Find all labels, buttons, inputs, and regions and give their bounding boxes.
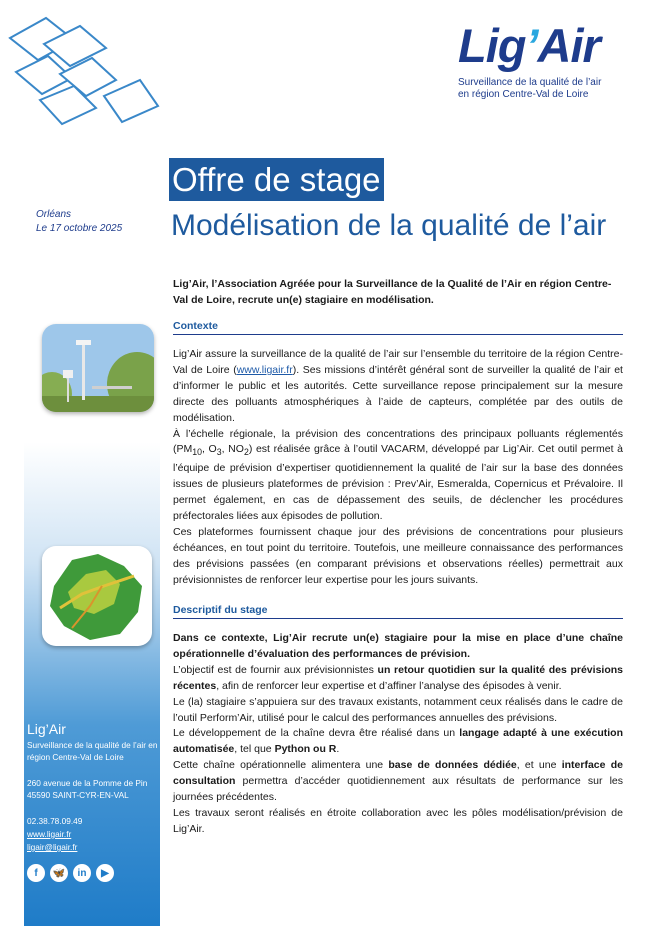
descriptif-paragraph-4: Le développement de la chaîne devra être réalisé dans un langage adapté à une exécution automatisée, tel que Python ou R. (173, 727, 623, 756)
descriptif-paragraph-6: Les travaux seront réalisés en étroite collaboration avec les pôles modélisation/prévision de Lig’Air. (173, 806, 623, 835)
logo-tagline: Surveillance de la qualité de l’air en région Centre-Val de Loire (458, 77, 602, 100)
city: Orléans (36, 209, 72, 220)
contexte-paragraph-2: À l’échelle régionale, la prévision des concentrations des principaux polluants réglementés ($PM_{10}$, $O_3$, $NO_2$) est réalisée grâce à l’outil VACARM, développé par Lig’Air. Cet outil permet à l’équipe de prévision d’expertiser quotidiennement la qualité de l’air sur la base des données issues de plusieurs plateformes de prévision : Prev’Air, Esmeralda, Copernicus et Prévaloire. Il permet également, en cas de dépassement des seuils, de déclencher les procédures préfectorales liées aux épisodes de pollution. (173, 427, 623, 523)
date: Le 17 octobre 2025 (36, 223, 123, 234)
descriptif-paragraph-2: L’objectif est de fournir aux prévisionnistes un retour quotidien sur la qualité des prévisions récentes, afin de renforcer leur expertise et d’affiner l’analyse des épisodes à venir. (173, 663, 623, 692)
descriptif-paragraph-3: Le (la) stagiaire s’appuiera sur des travaux existants, notamment ceux réalisés dans le cadre de l’outil Perform’Air, utilisé pour le calcul des performances annuelles des prévisions. (173, 695, 623, 724)
linkedin-icon[interactable]: in (73, 864, 91, 882)
organisation-info (27, 721, 159, 854)
contexte-body (173, 347, 623, 589)
website-link[interactable]: www.ligair.fr (236, 363, 293, 376)
descriptif-heading: Descriptif du stage (173, 604, 623, 619)
ligair-logo (458, 19, 638, 101)
social-links (27, 864, 114, 882)
org-contact (27, 815, 159, 854)
email-link[interactable]: ligair@ligair.fr (27, 842, 78, 852)
contexte-paragraph-1: Lig’Air assure la surveillance de la qualité de l’air sur l’ensemble du territoire de la région Centre-Val de Loire (www.ligair.fr). Ses missions d’intérêt général sont de surveiller la qualité de l’air et d’informer le public et les autorités. Cette surveillance repose principalement sur la mesure directe des polluants atmosphériques à l’aide de capteurs, complétée par des outils de modélisation. (173, 348, 623, 424)
title-offre: Offre de stage (169, 158, 384, 201)
contexte-paragraph-3: Ces plateformes fournissent chaque jour des prévisions de concentrations pour plusieurs échéances, en tout point du territoire. Toutefois, une meilleure connaissance des performances des prévisions passées (en comparant prévisions et observations réelles) permettrait aux prévisionnistes de renforcer leur expertise pour les jours suivants. (173, 526, 623, 586)
descriptif-body (173, 631, 623, 838)
org-tagline: Surveillance de la qualité de l’air en région Centre-Val de Loire (27, 740, 158, 762)
decorative-squares (0, 0, 170, 140)
youtube-icon[interactable]: ▶ (96, 864, 114, 882)
phone: 02.38.78.09.49 (27, 816, 83, 826)
descriptif-paragraph-5: Cette chaîne opérationnelle alimentera une base de données dédiée, et une interface de consultation permettra d’accéder quotidiennement aux résultats de performance sur les journées précédentes. (173, 759, 623, 804)
title-subject: Modélisation de la qualité de l’air (171, 209, 607, 242)
descriptif-paragraph-1: Dans ce contexte, Lig’Air recrute un(e) stagiaire pour la mise en place d’une chaîne opérationnelle d’évaluation des performances de prévision. (173, 632, 623, 660)
place-date (36, 208, 122, 236)
contexte-heading: Contexte (173, 320, 623, 335)
website-link-sidebar[interactable]: www.ligair.fr (27, 829, 72, 839)
regional-map-image (42, 546, 152, 646)
org-name: Lig’Air (27, 721, 66, 737)
facebook-icon[interactable]: f (27, 864, 45, 882)
logo-wordmark: Lig’Air (458, 19, 600, 72)
bluesky-icon[interactable]: 🦋 (50, 864, 68, 882)
org-address: 260 avenue de la Pomme de Pin 45590 SAINT-CYR-EN-VAL (27, 778, 148, 800)
air-station-photo (42, 324, 154, 412)
intro-text: Lig’Air, l’Association Agréée pour la Surveillance de la Qualité de l’Air en région Centre-Val de Loire, recrute un(e) stagiaire en modélisation. (173, 278, 612, 306)
